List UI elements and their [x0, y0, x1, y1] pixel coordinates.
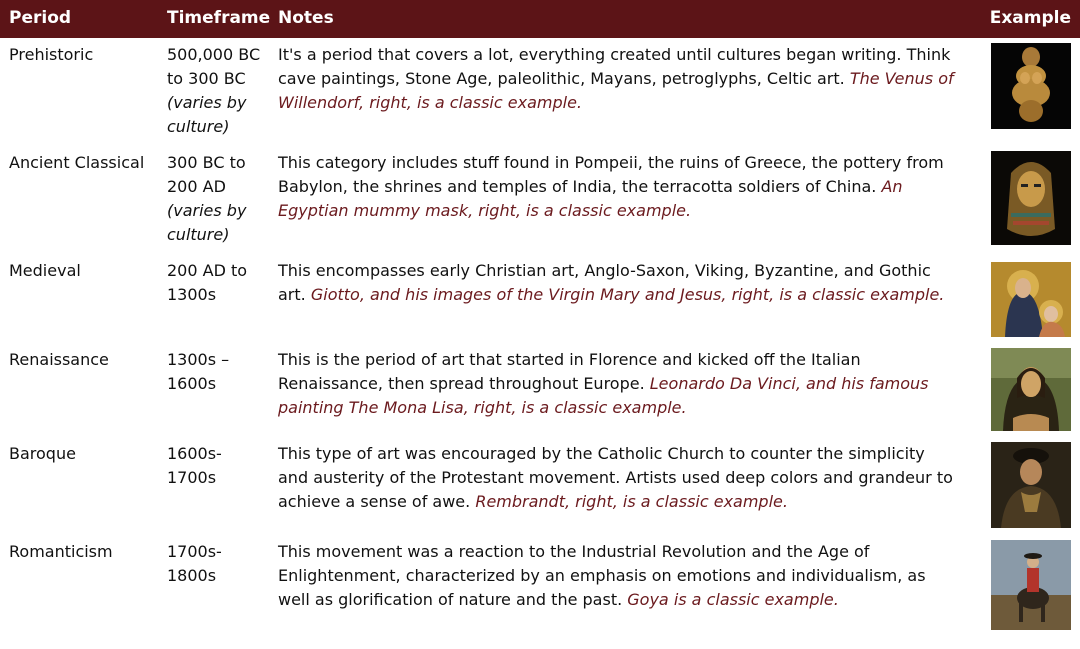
timeframe-text: 1700s- 1800s [167, 542, 222, 585]
timeframe-text: 200 AD to 1300s [167, 261, 248, 304]
table-row [0, 540, 1080, 640]
timeframe-cell [167, 151, 267, 247]
timeframe-cell [167, 540, 267, 588]
header-example: Example [989, 8, 1071, 28]
timeframe-cell [167, 43, 267, 139]
mona-lisa-image [991, 348, 1071, 431]
timeframe-qualifier: (varies by culture) [167, 201, 247, 244]
timeframe-text: 500,000 BC to 300 BC [167, 45, 261, 88]
period-cell: Renaissance [9, 350, 109, 369]
timeframe-text: 1600s- 1700s [167, 444, 222, 487]
rembrandt-portrait-image [991, 442, 1071, 528]
notes-cell [278, 259, 958, 307]
example-note: Rembrandt, right, is a classic example. [475, 492, 788, 511]
example-note: Giotto, and his images of the Virgin Mary and Jesus, right, is a classic example. [310, 285, 945, 304]
table-row [0, 43, 1080, 143]
egyptian-mummy-mask-image [991, 151, 1071, 245]
header-period: Period [9, 8, 72, 28]
venus-of-willendorf-image [991, 43, 1071, 129]
table-header [0, 0, 1080, 38]
notes-text: This is the period of art that started in Florence and kicked off the Italian Renaissance, then spread throughout Europe. [278, 350, 861, 393]
timeframe-cell [167, 348, 267, 396]
notes-cell [278, 43, 958, 115]
notes-text: This movement was a reaction to the Industrial Revolution and the Age of Enlightenment, characterized by an emphasis on emotions and individualism, as well as glorification of nature and the past. [278, 542, 926, 609]
notes-text: This type of art was encouraged by the Catholic Church to counter the simplicity and austerity of the Protestant movement. Artists used deep colors and grandeur to achieve a sense of awe. [278, 444, 953, 511]
notes-text: This encompasses early Christian art, Anglo-Saxon, Viking, Byzantine, and Gothic art. [278, 261, 931, 304]
period-cell: Medieval [9, 261, 81, 280]
notes-cell [278, 540, 958, 612]
table-row [0, 259, 1080, 341]
example-note: Leonardo Da Vinci, and his famous painting The Mona Lisa, right, is a classic example. [278, 374, 929, 417]
timeframe-text: 300 BC to 200 AD [167, 153, 246, 196]
example-note: An Egyptian mummy mask, right, is a classic example. [278, 177, 903, 220]
timeframe-qualifier: (varies by culture) [167, 93, 247, 136]
header-timeframe: Timeframe [167, 8, 271, 28]
header-notes: Notes [278, 8, 334, 28]
goya-painting-image [991, 540, 1071, 630]
period-cell: Baroque [9, 444, 76, 463]
period-cell: Ancient Classical [9, 153, 145, 172]
notes-text: This category includes stuff found in Pompeii, the ruins of Greece, the pottery from Babylon, the shrines and temples of India, the terracotta soldiers of China. [278, 153, 944, 196]
table-row [0, 348, 1080, 438]
table-row [0, 442, 1080, 534]
period-cell: Romanticism [9, 542, 113, 561]
example-note: The Venus of Willendorf, right, is a classic example. [278, 69, 954, 112]
timeframe-cell [167, 259, 267, 307]
example-note: Goya is a classic example. [627, 590, 839, 609]
notes-cell [278, 348, 958, 420]
notes-text: It's a period that covers a lot, everything created until cultures began writing. Think cave paintings, Stone Age, paleolithic, Mayans, petroglyphs, Celtic art. [278, 45, 951, 88]
timeframe-cell [167, 442, 267, 490]
table-row [0, 151, 1080, 251]
giotto-madonna-image [991, 262, 1071, 337]
timeframe-text: 1300s – 1600s [167, 350, 230, 393]
period-cell: Prehistoric [9, 45, 94, 64]
notes-cell [278, 442, 958, 514]
notes-cell [278, 151, 958, 223]
